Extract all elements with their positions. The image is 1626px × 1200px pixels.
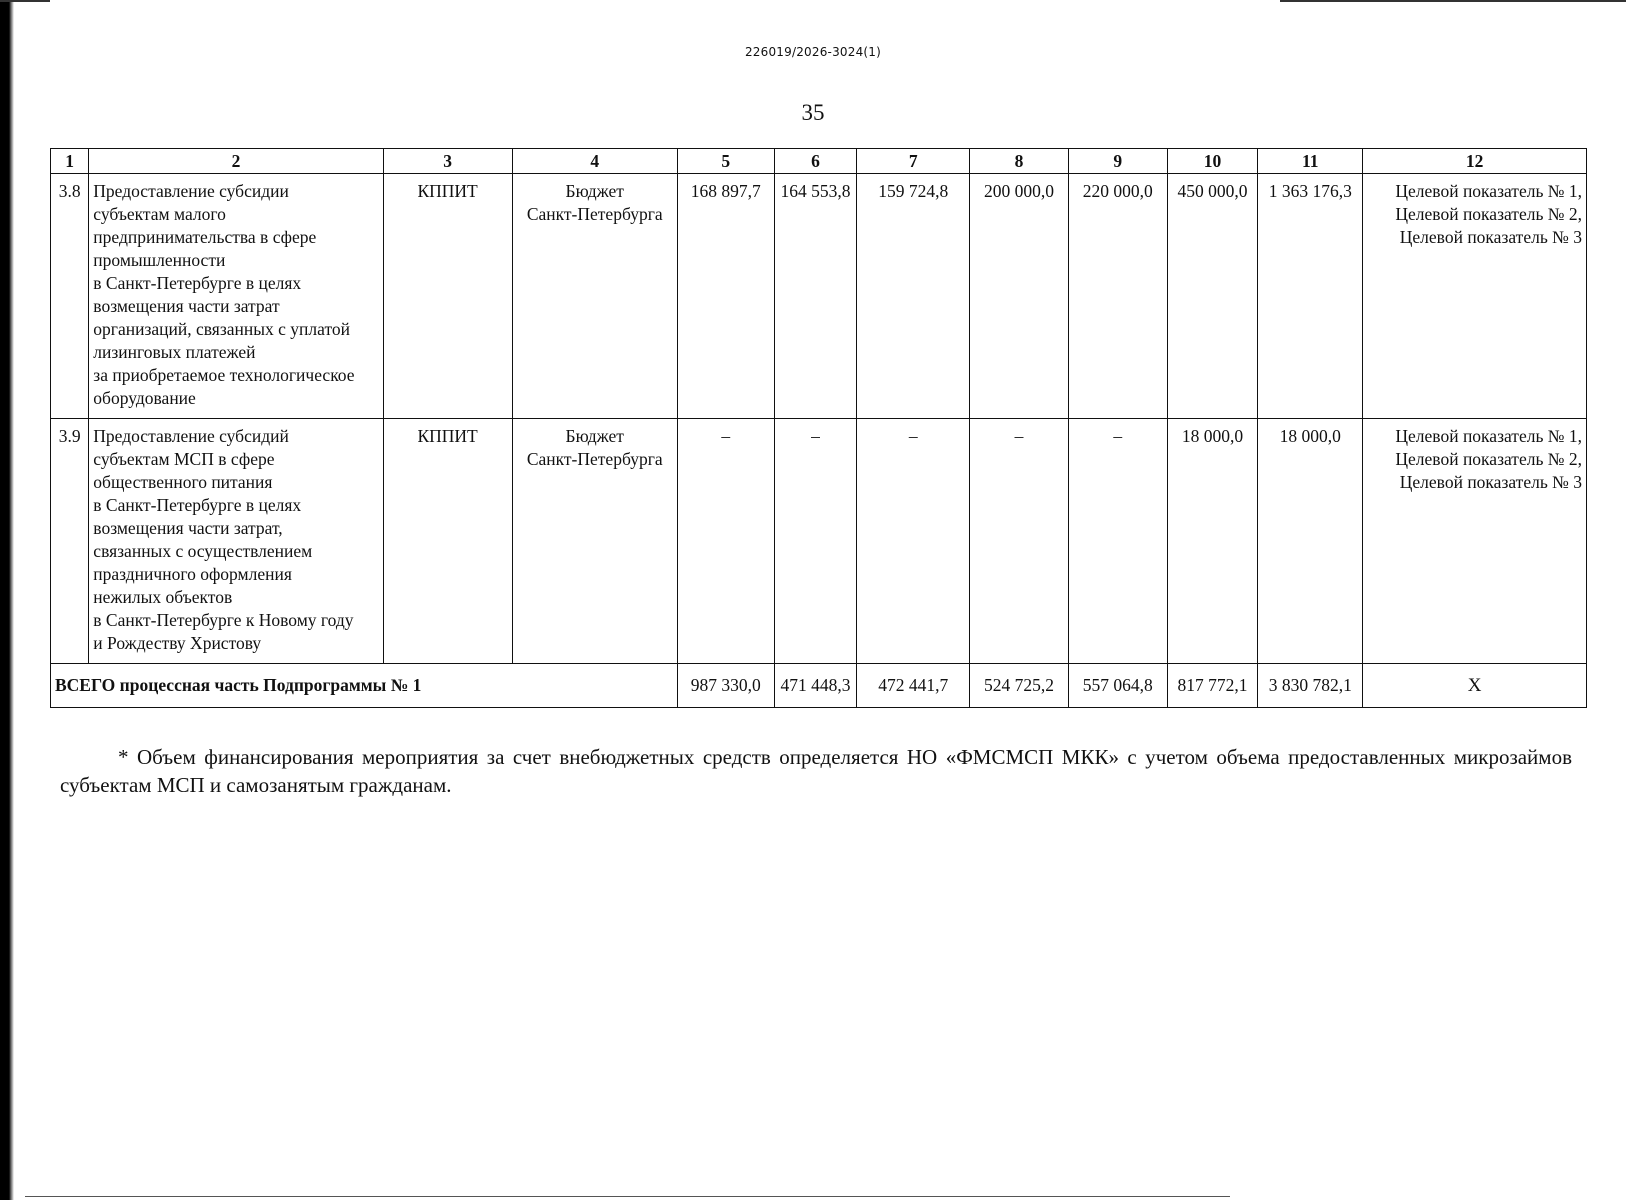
column-header: 1 (51, 149, 89, 174)
scan-edge-bottom (25, 1196, 1230, 1197)
funding-source-line: Бюджет (565, 426, 624, 446)
column-header: 4 (512, 149, 677, 174)
table-row (51, 419, 1587, 664)
total-value-cell: 471 448,3 (774, 664, 857, 708)
activity-name-line: Предоставление субсидии (93, 181, 289, 201)
total-value-cell: 557 064,8 (1068, 664, 1167, 708)
activity-name-line: общественного питания (93, 472, 273, 492)
responsible-executor: КППИТ (383, 419, 512, 664)
value-cell: – (970, 419, 1069, 664)
target-indicator-line: Целевой показатель № 1, (1395, 181, 1582, 201)
activity-name (89, 419, 383, 664)
activity-name-line: возмещения части затрат, (93, 518, 283, 538)
target-indicators (1363, 174, 1587, 419)
value-cell: 450 000,0 (1167, 174, 1258, 419)
activity-name-line: в Санкт-Петербурге в целях (93, 273, 302, 293)
activity-name-line: и Рождеству Христову (93, 633, 262, 653)
value-cell-total: 18 000,0 (1258, 419, 1363, 664)
value-cell: 159 724,8 (857, 174, 970, 419)
value-cell: 18 000,0 (1167, 419, 1258, 664)
activity-name-line: нежилых объектов (93, 587, 233, 607)
responsible-executor: КППИТ (383, 174, 512, 419)
column-header: 10 (1167, 149, 1258, 174)
funding-source (512, 174, 677, 419)
total-value-cell: 817 772,1 (1167, 664, 1258, 708)
scan-edge-left (0, 0, 14, 1200)
activity-name (89, 174, 383, 419)
total-indicator-mark: Х (1363, 664, 1587, 708)
document-registration-number: 226019/2026-3024(1) (744, 45, 882, 59)
activity-name-line: оборудование (93, 388, 196, 408)
value-cell: 164 553,8 (774, 174, 857, 419)
value-cell: 168 897,7 (677, 174, 774, 419)
scan-edge-top-left (0, 0, 50, 2)
activity-name-line: субъектам малого (93, 204, 226, 224)
page-number: 35 (801, 100, 825, 125)
column-header: 5 (677, 149, 774, 174)
activity-name-line: в Санкт-Петербурге к Новому году (93, 610, 354, 630)
value-cell: – (857, 419, 970, 664)
funding-table (50, 148, 1587, 708)
total-value-cell: 524 725,2 (970, 664, 1069, 708)
scan-edge-top-right (1280, 0, 1626, 2)
value-cell: – (774, 419, 857, 664)
activity-name-line: праздничного оформления (93, 564, 292, 584)
column-header: 7 (857, 149, 970, 174)
target-indicator-line: Целевой показатель № 1, (1395, 426, 1582, 446)
value-cell: – (677, 419, 774, 664)
funding-source-line: Санкт-Петербурга (526, 449, 663, 469)
activity-name-line: возмещения части затрат (93, 296, 280, 316)
value-cell: 220 000,0 (1068, 174, 1167, 419)
total-row (51, 664, 1587, 708)
activity-name-line: связанных с осуществлением (93, 541, 313, 561)
activity-name-line: за приобретаемое технологическое (93, 365, 355, 385)
value-cell-total: 1 363 176,3 (1258, 174, 1363, 419)
column-header: 12 (1363, 149, 1587, 174)
target-indicators (1363, 419, 1587, 664)
total-label: ВСЕГО процессная часть Подпрограммы № 1 (51, 664, 678, 708)
activity-name-line: в Санкт-Петербурге в целях (93, 495, 302, 515)
value-cell: 200 000,0 (970, 174, 1069, 419)
value-cell: – (1068, 419, 1167, 664)
column-header: 8 (970, 149, 1069, 174)
funding-source-line: Бюджет (565, 181, 624, 201)
column-header: 3 (383, 149, 512, 174)
total-value-cell: 472 441,7 (857, 664, 970, 708)
activity-name-line: лизинговых платежей (93, 342, 256, 362)
funding-source-line: Санкт-Петербурга (526, 204, 663, 224)
funding-source (512, 419, 677, 664)
activity-name-line: организаций, связанных с уплатой (93, 319, 350, 339)
target-indicator-line: Целевой показатель № 3 (1399, 227, 1582, 247)
activity-name-line: предпринимательства в сфере (93, 227, 317, 247)
column-header: 2 (89, 149, 383, 174)
table-row (51, 174, 1587, 419)
grand-total-value: 3 830 782,1 (1258, 664, 1363, 708)
total-value-cell: 987 330,0 (677, 664, 774, 708)
row-number: 3.8 (51, 174, 89, 419)
activity-name-line: субъектам МСП в сфере (93, 449, 275, 469)
target-indicator-line: Целевой показатель № 3 (1399, 472, 1582, 492)
activity-name-line: Предоставление субсидий (93, 426, 289, 446)
target-indicator-line: Целевой показатель № 2, (1395, 449, 1582, 469)
footnote: * Объем финансирования мероприятия за счет внебюджетных средств определяется НО «ФМСМСП МКК» с учетом объема предоставленных микрозаймов субъектам МСП и самозанятым гражданам. (60, 745, 1572, 797)
column-header: 6 (774, 149, 857, 174)
column-header: 9 (1068, 149, 1167, 174)
column-header: 11 (1258, 149, 1363, 174)
row-number: 3.9 (51, 419, 89, 664)
activity-name-line: промышленности (93, 250, 226, 270)
target-indicator-line: Целевой показатель № 2, (1395, 204, 1582, 224)
table-header-row (51, 149, 1587, 174)
